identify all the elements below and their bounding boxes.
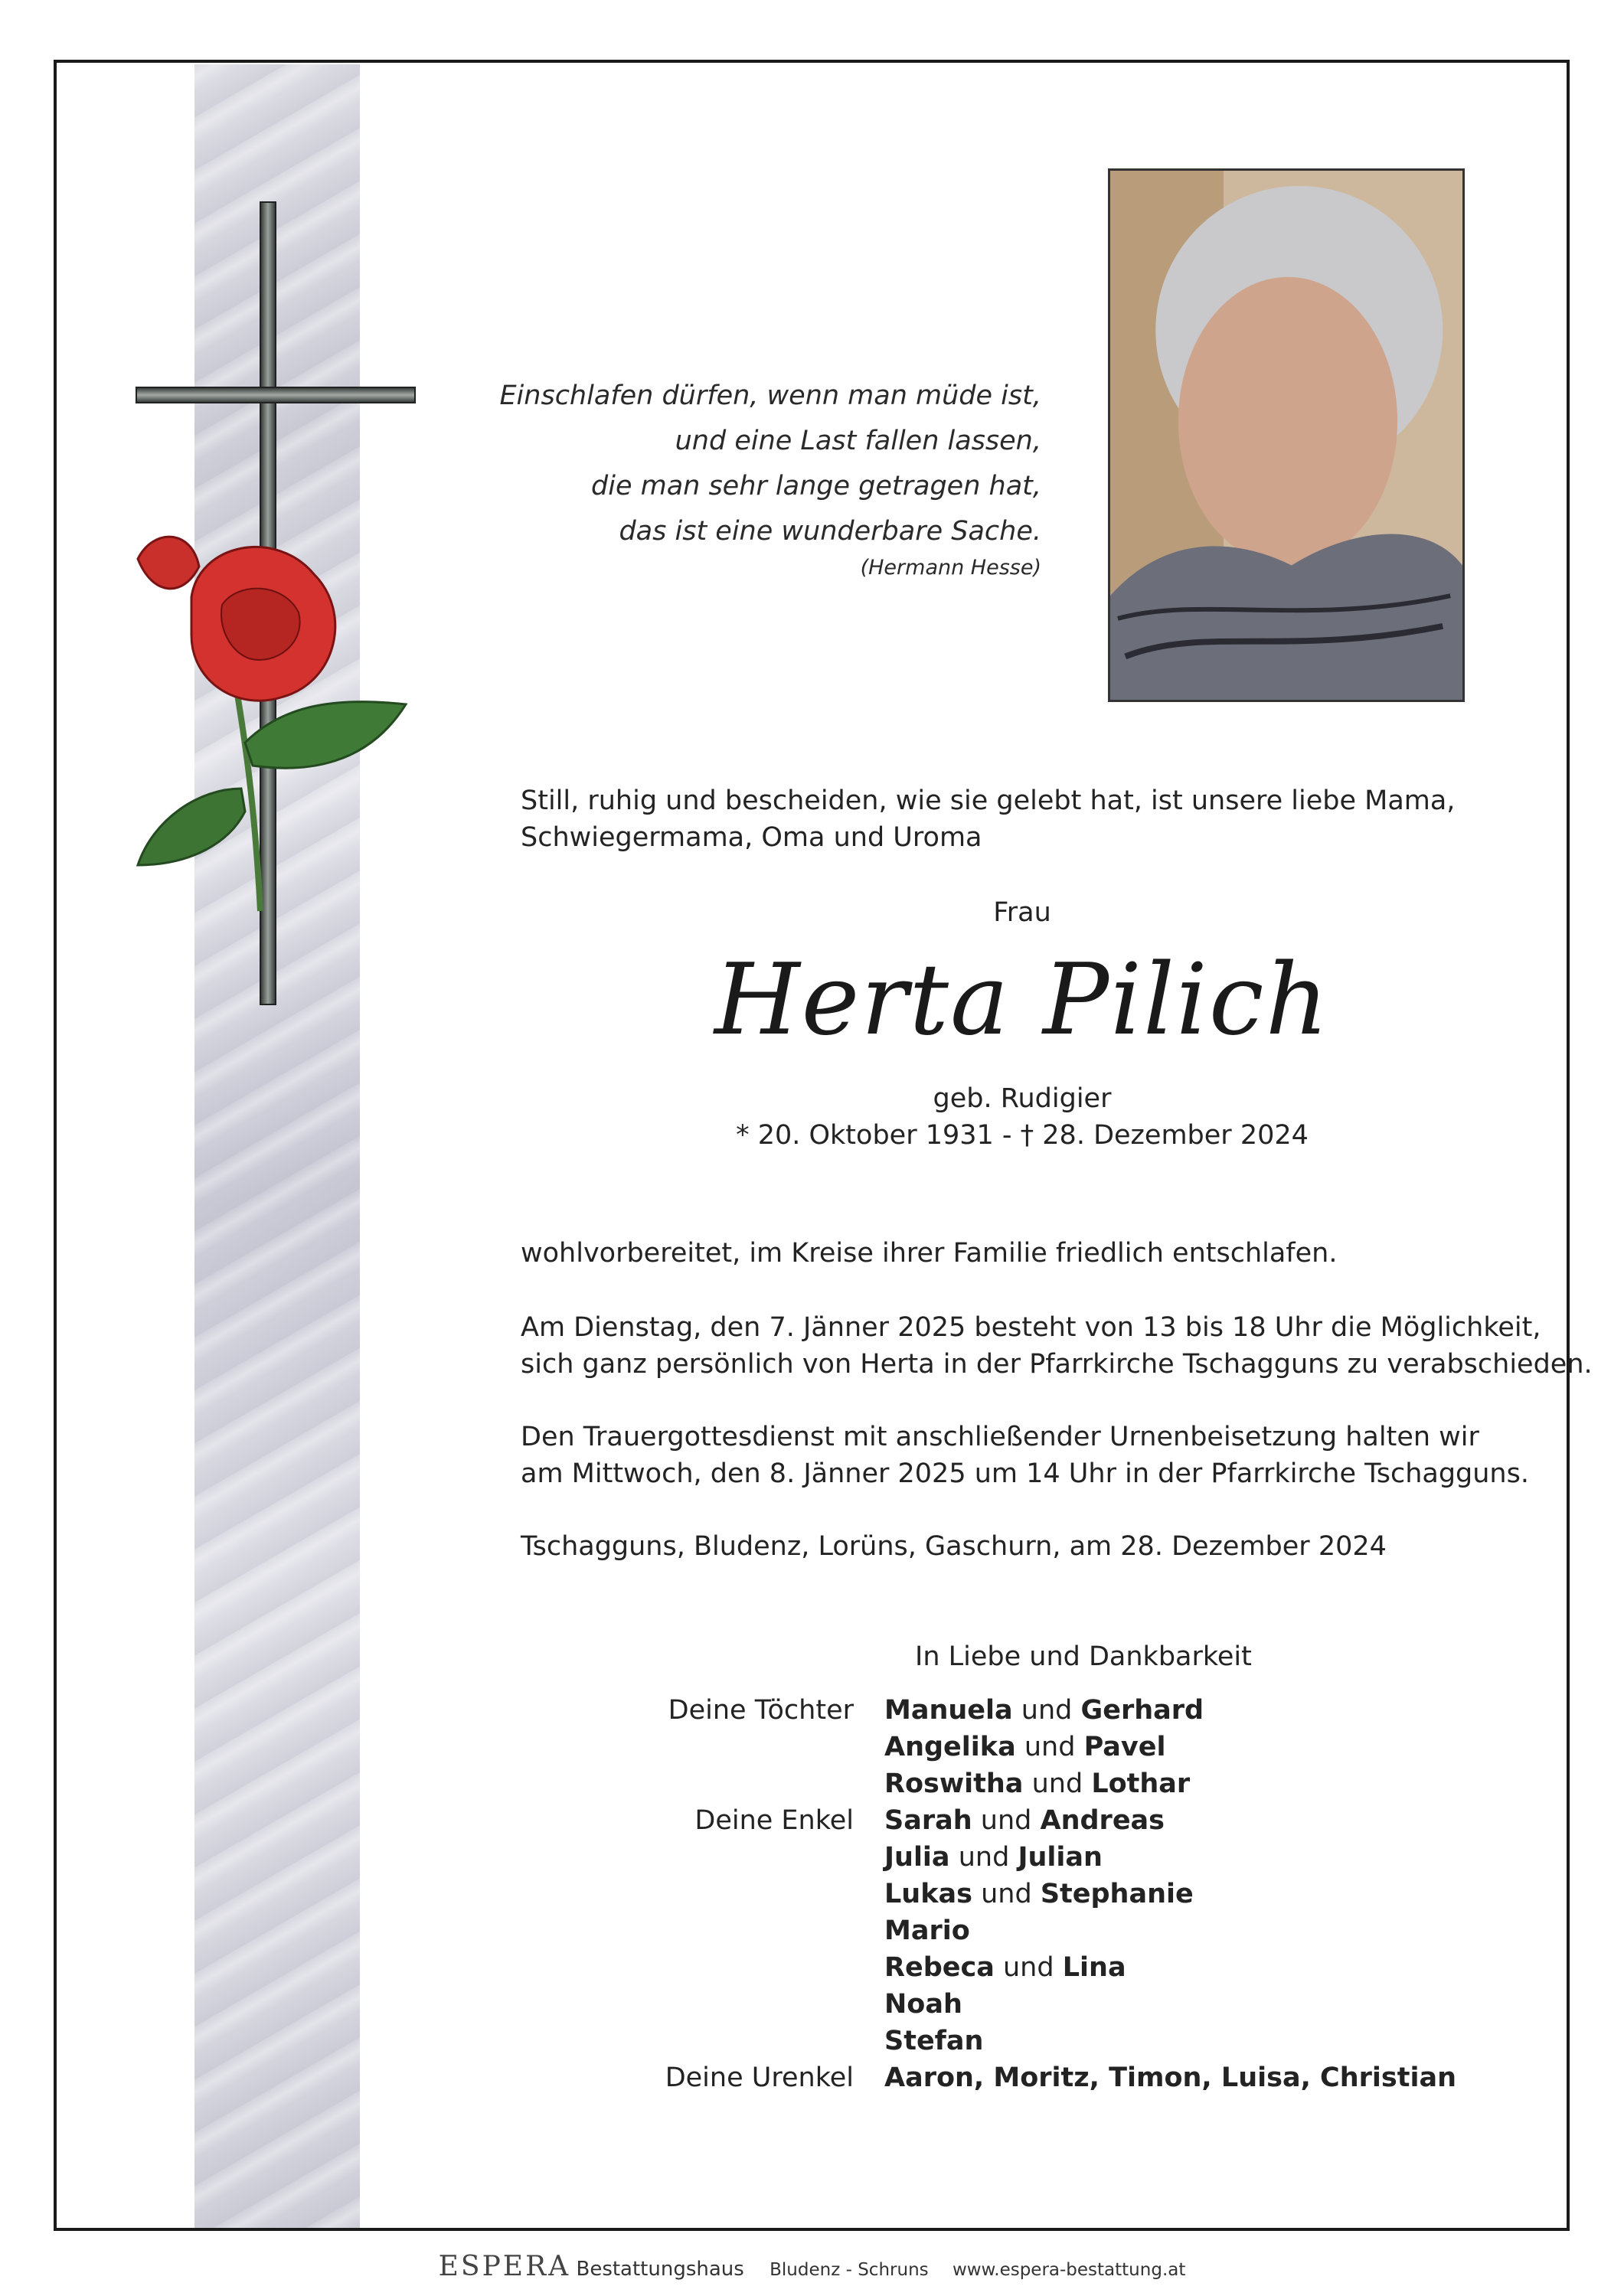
service-line: Den Trauergottesdienst mit anschließender Urnenbeisetzung halten wir <box>521 1422 1479 1452</box>
family-name: Julia <box>884 1842 950 1873</box>
closing-text: In Liebe und Dankbarkeit <box>915 1641 1252 1672</box>
family-label <box>613 1986 884 2023</box>
brand-subtitle: Bestattungshaus <box>576 2258 744 2281</box>
family-label: Deine Urenkel <box>665 2062 854 2093</box>
farewell-line: sich ganz persönlich von Herta in der Pfarrkirche Tschagguns zu verabschieden. <box>521 1349 1593 1380</box>
place-date: Tschagguns, Bludenz, Lorüns, Gaschurn, am 28. Dezember 2024 <box>521 1531 1387 1562</box>
deceased-name: Herta Pilich <box>714 943 1331 1057</box>
service-line: am Mittwoch, den 8. Jänner 2025 um 14 Uhr in der Pfarrkirche Tschagguns. <box>521 1458 1529 1489</box>
family-name: Julian <box>1018 1842 1103 1873</box>
family-conj: und <box>1024 1732 1076 1762</box>
family-name: Manuela <box>884 1695 1013 1726</box>
family-name: Andreas <box>1040 1805 1165 1836</box>
family-conj: und <box>1021 1695 1073 1726</box>
family-row <box>613 1876 1531 1912</box>
family-conj: und <box>980 1805 1032 1836</box>
family-conj: und <box>1031 1769 1083 1799</box>
family-name: Aaron, Moritz, Timon, Luisa, Christian <box>884 2062 1457 2093</box>
footer <box>0 2251 1624 2282</box>
passing-text: wohlvorbereitet, im Kreise ihrer Familie friedlich entschlafen. <box>521 1238 1338 1269</box>
family-label <box>613 2023 884 2059</box>
footer-website: www.espera-bestattung.at <box>952 2260 1186 2280</box>
family-row <box>613 2023 1531 2059</box>
family-name: Angelika <box>884 1732 1016 1762</box>
quote-line: und eine Last fallen lassen, <box>675 426 1041 456</box>
quote-author: (Hermann Hesse) <box>860 556 1041 580</box>
service-text <box>521 1419 1529 1492</box>
farewell-line: Am Dienstag, den 7. Jänner 2025 besteht von 13 bis 18 Uhr die Möglichkeit, <box>521 1312 1541 1343</box>
family-label <box>613 1839 884 1876</box>
family-row <box>613 1949 1531 1986</box>
footer-location: Bludenz - Schruns <box>770 2260 929 2280</box>
portrait-photo <box>1108 168 1465 702</box>
intro-line: Schwiegermama, Oma und Uroma <box>521 822 982 853</box>
family-row <box>613 1692 1531 1729</box>
rose-icon <box>107 513 413 942</box>
family-name: Stefan <box>884 2026 984 2056</box>
family-label <box>613 1765 884 1802</box>
family-row <box>613 2059 1531 2096</box>
family-label <box>613 1876 884 1912</box>
family-name: Lothar <box>1091 1769 1191 1799</box>
quote-line: das ist eine wunderbare Sache. <box>619 516 1041 547</box>
family-list <box>613 1692 1531 2096</box>
family-row <box>613 1802 1531 1839</box>
family-row <box>613 1912 1531 1949</box>
family-name: Mario <box>884 1916 970 1946</box>
family-name: Lukas <box>884 1879 972 1909</box>
family-name: Roswitha <box>884 1769 1024 1799</box>
family-label: Deine Enkel <box>694 1805 854 1836</box>
life-dates: * 20. Oktober 1931 - † 28. Dezember 2024 <box>736 1120 1309 1151</box>
family-row <box>613 1765 1531 1802</box>
family-name: Sarah <box>884 1805 972 1836</box>
family-name: Gerhard <box>1080 1695 1204 1726</box>
quote <box>429 374 1041 554</box>
birth-name: geb. Rudigier <box>933 1083 1112 1114</box>
intro-text <box>521 782 1455 856</box>
brand-logo: ESPERA <box>438 2251 571 2282</box>
family-label <box>613 1729 884 1765</box>
family-conj: und <box>981 1879 1032 1909</box>
quote-line: die man sehr lange getragen hat, <box>591 471 1041 501</box>
family-conj: und <box>1003 1952 1054 1983</box>
family-name: Pavel <box>1083 1732 1166 1762</box>
family-label <box>613 1912 884 1949</box>
family-name: Lina <box>1062 1952 1126 1983</box>
farewell-text <box>521 1309 1593 1383</box>
family-name: Rebeca <box>884 1952 995 1983</box>
family-label <box>613 1949 884 1986</box>
deceased-title: Frau <box>993 897 1051 928</box>
family-row <box>613 1839 1531 1876</box>
family-row <box>613 1729 1531 1765</box>
intro-line: Still, ruhig und bescheiden, wie sie gelebt hat, ist unsere liebe Mama, <box>521 785 1456 816</box>
family-label: Deine Töchter <box>668 1695 854 1726</box>
family-row <box>613 1986 1531 2023</box>
quote-line: Einschlafen dürfen, wenn man müde ist, <box>499 380 1041 411</box>
family-name: Stephanie <box>1040 1879 1194 1909</box>
family-conj: und <box>958 1842 1010 1873</box>
family-name: Noah <box>884 1989 962 2020</box>
